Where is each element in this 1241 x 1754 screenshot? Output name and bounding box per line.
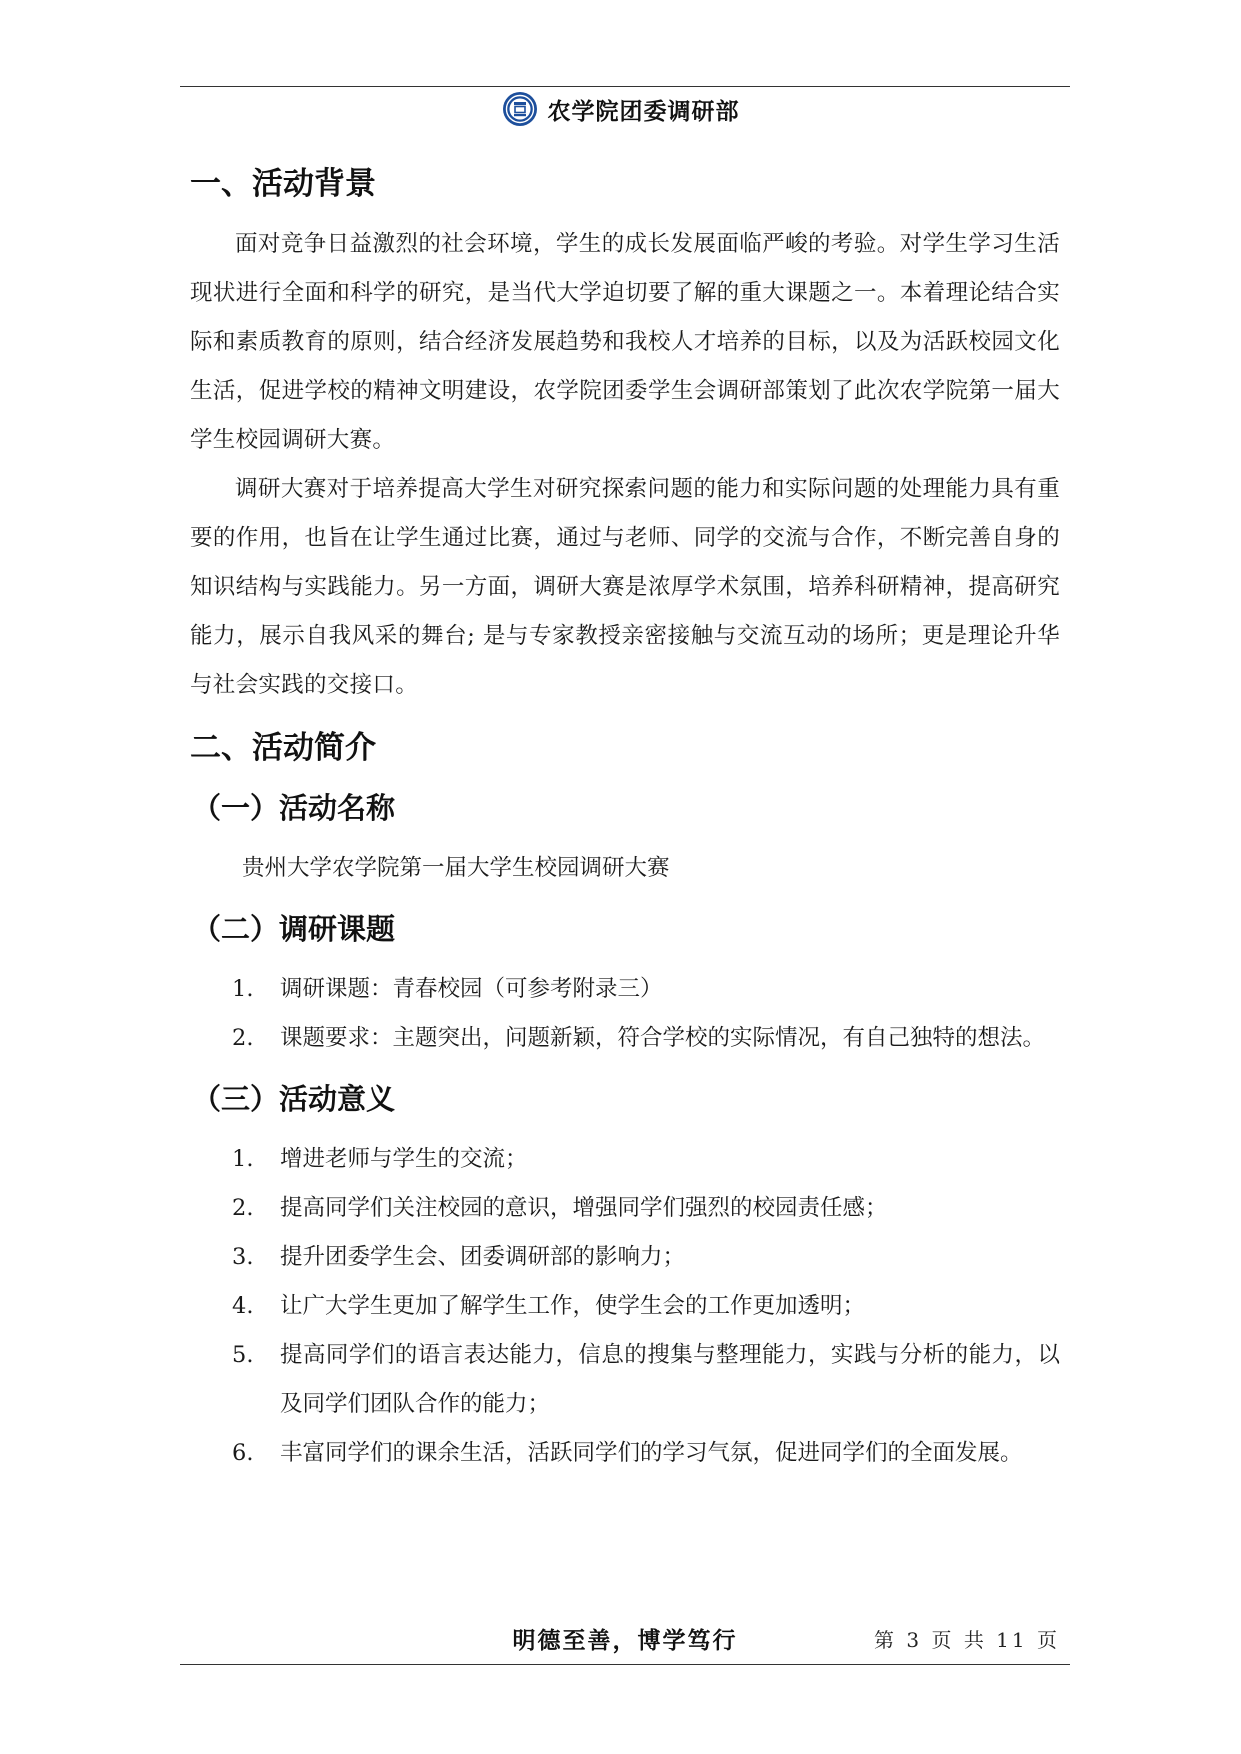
list-item xyxy=(190,1233,1060,1282)
list-item xyxy=(190,1014,1060,1063)
section-title-intro: 二、活动简介 xyxy=(190,730,376,766)
subsection-title-meaning: （三）活动意义 xyxy=(192,1082,396,1116)
list-number: 2. xyxy=(232,1025,254,1051)
list-number: 4. xyxy=(232,1293,254,1319)
topic-list xyxy=(190,965,1060,1063)
list-number: 1. xyxy=(232,976,254,1002)
list-text: 提高同学们的语言表达能力，信息的搜集与整理能力，实践与分析的能力，以及同学们团队合作的能力； xyxy=(280,1342,1060,1417)
list-number: 3. xyxy=(232,1244,254,1270)
page-footer xyxy=(180,1622,1070,1662)
page-header xyxy=(0,88,1241,130)
background-paragraph-1: 面对竞争日益激烈的社会环境，学生的成长发展面临严峻的考验。对学生学习生活现状进行全面和科学的研究，是当代大学迫切要了解的重大课题之一。本着理论结合实际和素质教育的原则，结合经济发展趋势和我校人才培养的目标，以及为活跃校园文化生活，促进学校的精神文明建设，农学院团委学生会调研部策划了此次农学院第一届大学生校园调研大赛。 xyxy=(190,231,1060,453)
list-text: 让广大学生更加了解学生工作，使学生会的工作更加透明； xyxy=(280,1293,866,1319)
page-number: 第 3 页 共 11 页 xyxy=(874,1628,1060,1652)
list-number: 5. xyxy=(232,1342,254,1368)
list-text: 增进老师与学生的交流； xyxy=(280,1146,528,1172)
list-item xyxy=(190,1429,1060,1478)
list-text: 提升团委学生会、团委调研部的影响力； xyxy=(280,1244,686,1270)
section-title-background: 一、活动背景 xyxy=(190,166,376,202)
list-item xyxy=(190,1184,1060,1233)
list-item xyxy=(190,1331,1060,1429)
list-item xyxy=(190,1135,1060,1184)
background-paragraph-2: 调研大赛对于培养提高大学生对研究探索问题的能力和实际问题的处理能力具有重要的作用，也旨在让学生通过比赛，通过与老师、同学的交流与合作，不断完善自身的知识结构与实践能力。另一方面，调研大赛是浓厚学术氛围，培养科研精神，提高研究能力，展示自我风采的舞台; 是与专家教授亲密接触与交流互动的场所；更是理论升华与社会实践的交接口。 xyxy=(190,476,1060,698)
list-number: 6. xyxy=(232,1440,254,1466)
list-text: 丰富同学们的课余生活，活跃同学们的学习气氛，促进同学们的全面发展。 xyxy=(280,1440,1023,1466)
university-seal-icon xyxy=(502,91,538,127)
subsection-title-name: （一）活动名称 xyxy=(192,791,396,825)
meaning-list xyxy=(190,1135,1060,1478)
list-number: 1. xyxy=(232,1146,254,1172)
header-title: 农学院团委调研部 xyxy=(547,98,740,125)
footer-rule xyxy=(180,1664,1070,1665)
subsection-title-topic: （二）调研课题 xyxy=(192,912,396,946)
list-text: 调研课题：青春校园（可参考附录三） xyxy=(280,976,663,1002)
list-item xyxy=(190,965,1060,1014)
list-text: 提高同学们关注校园的意识，增强同学们强烈的校园责任感； xyxy=(280,1195,888,1221)
list-number: 2. xyxy=(232,1195,254,1221)
activity-name-text: 贵州大学农学院第一届大学生校园调研大赛 xyxy=(242,855,670,881)
document-body xyxy=(190,160,1060,1478)
footer-motto: 明德至善，博学笃行 xyxy=(512,1628,738,1654)
list-text: 课题要求：主题突出，问题新颖，符合学校的实际情况，有自己独特的想法。 xyxy=(280,1025,1046,1051)
header-rule xyxy=(180,86,1070,87)
list-item xyxy=(190,1282,1060,1331)
